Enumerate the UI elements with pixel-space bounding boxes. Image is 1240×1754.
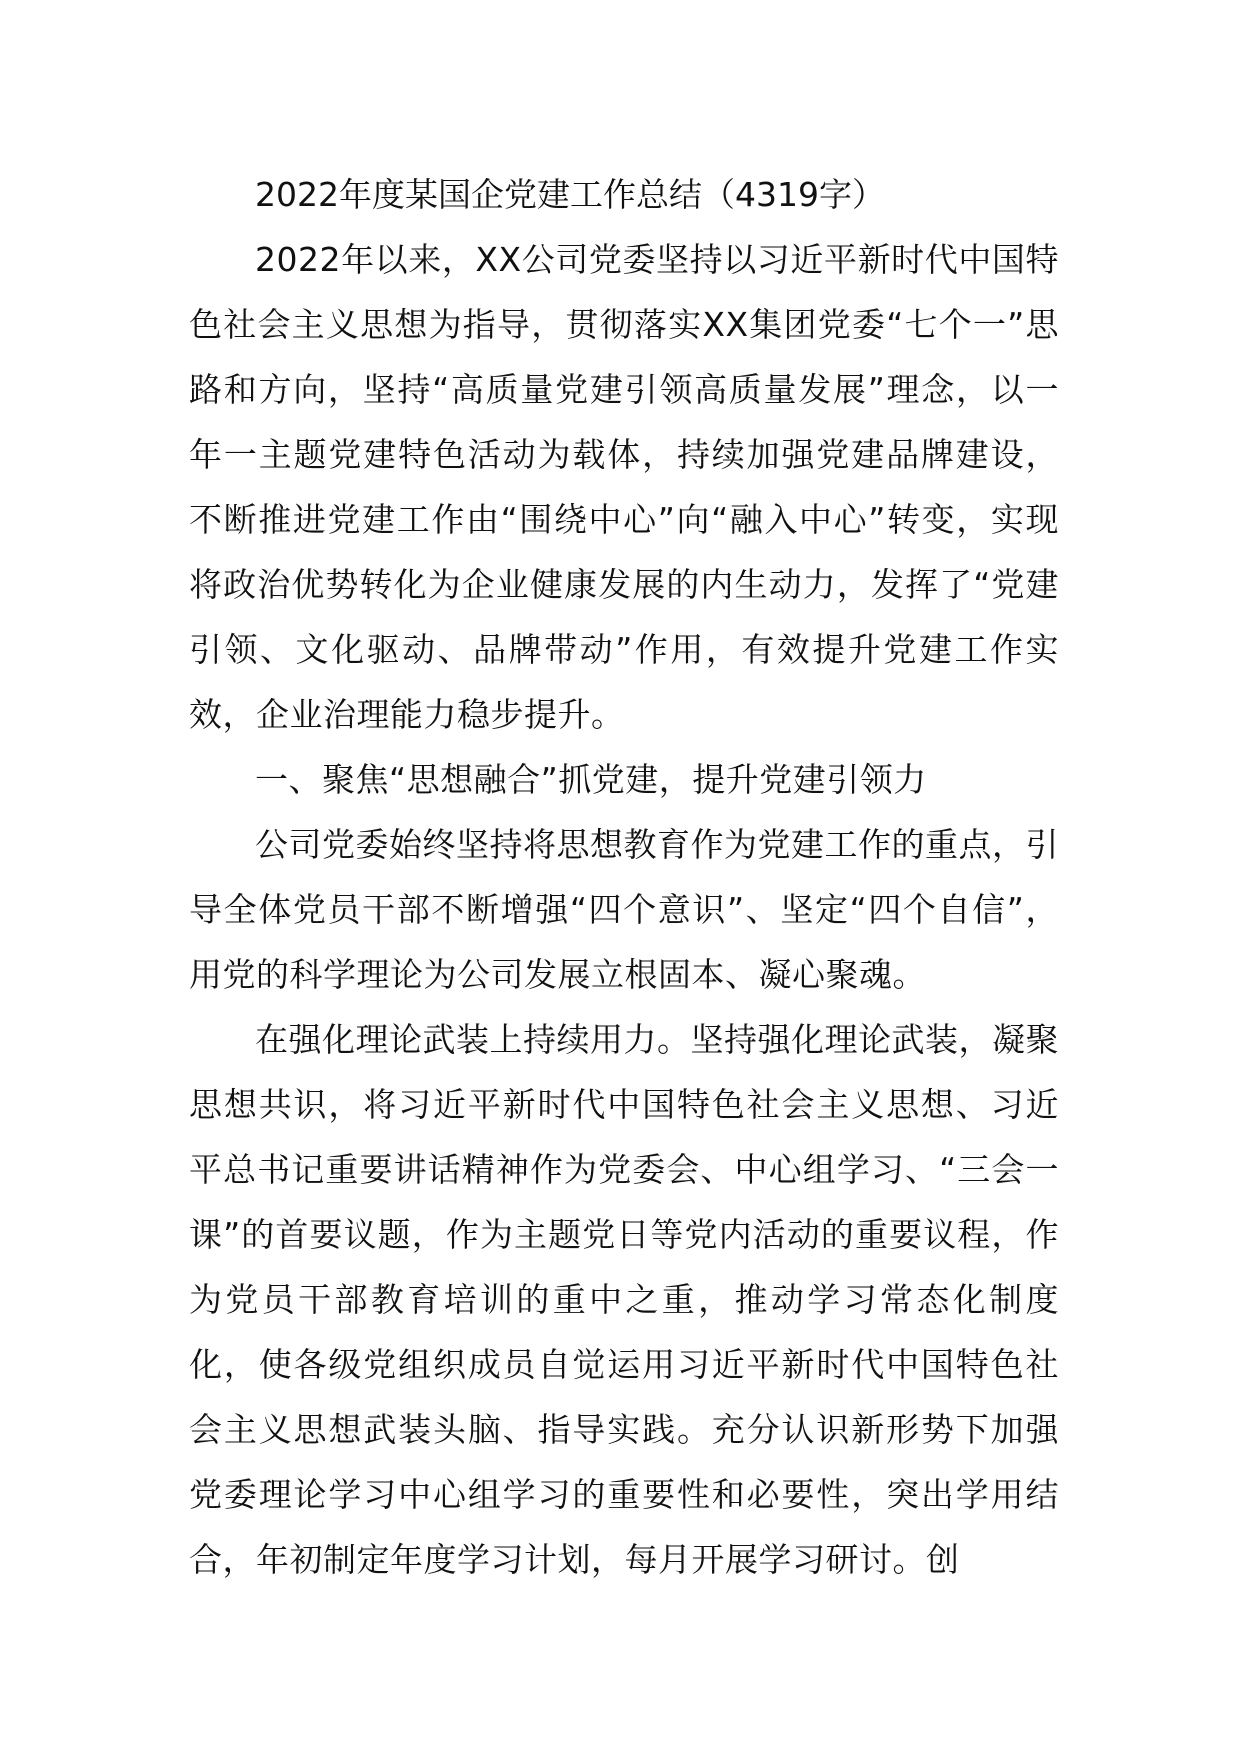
paragraph-section-1-summary: 公司党委始终坚持将思想教育作为党建工作的重点，引导全体党员干部不断增强“四个意识”、坚定“四个自信”，用党的科学理论为公司发展立根固本、凝心聚魂。	[189, 825, 1059, 994]
document-title: 2022年度某国企党建工作总结（4319字）	[255, 175, 885, 214]
section-heading-1: 一、聚焦“思想融合”抓党建，提升党建引领力	[255, 760, 927, 799]
paragraph-theory-study: 在强化理论武装上持续用力。坚持强化理论武装，凝聚思想共识，将习近平新时代中国特色社会主义思想、习近平总书记重要讲话精神作为党委会、中心组学习、“三会一课”的首要议题，作为主题党日等党内活动的重要议程，作为党员干部教育培训的重中之重，推动学习常态化制度化，使各级党组织成员自觉运用习近平新时代中国特色社会主义思想武装头脑、指导实践。充分认识新形势下加强党委理论学习中心组学习的重要性和必要性，突出学用结合，年初制定年度学习计划，每月开展学习研讨。创	[189, 1020, 1059, 1579]
document-body	[189, 162, 1059, 1592]
paragraph-intro: 2022年以来，XX公司党委坚持以习近平新时代中国特色社会主义思想为指导，贯彻落实XX集团党委“七个一”思路和方向，坚持“高质量党建引领高质量发展”理念，以一年一主题党建特色活动为载体，持续加强党建品牌建设，不断推进党建工作由“围绕中心”向“融入中心”转变，实现将政治优势转化为企业健康发展的内生动力，发挥了“党建引领、文化驱动、品牌带动”作用，有效提升党建工作实效，企业治理能力稳步提升。	[189, 240, 1059, 734]
